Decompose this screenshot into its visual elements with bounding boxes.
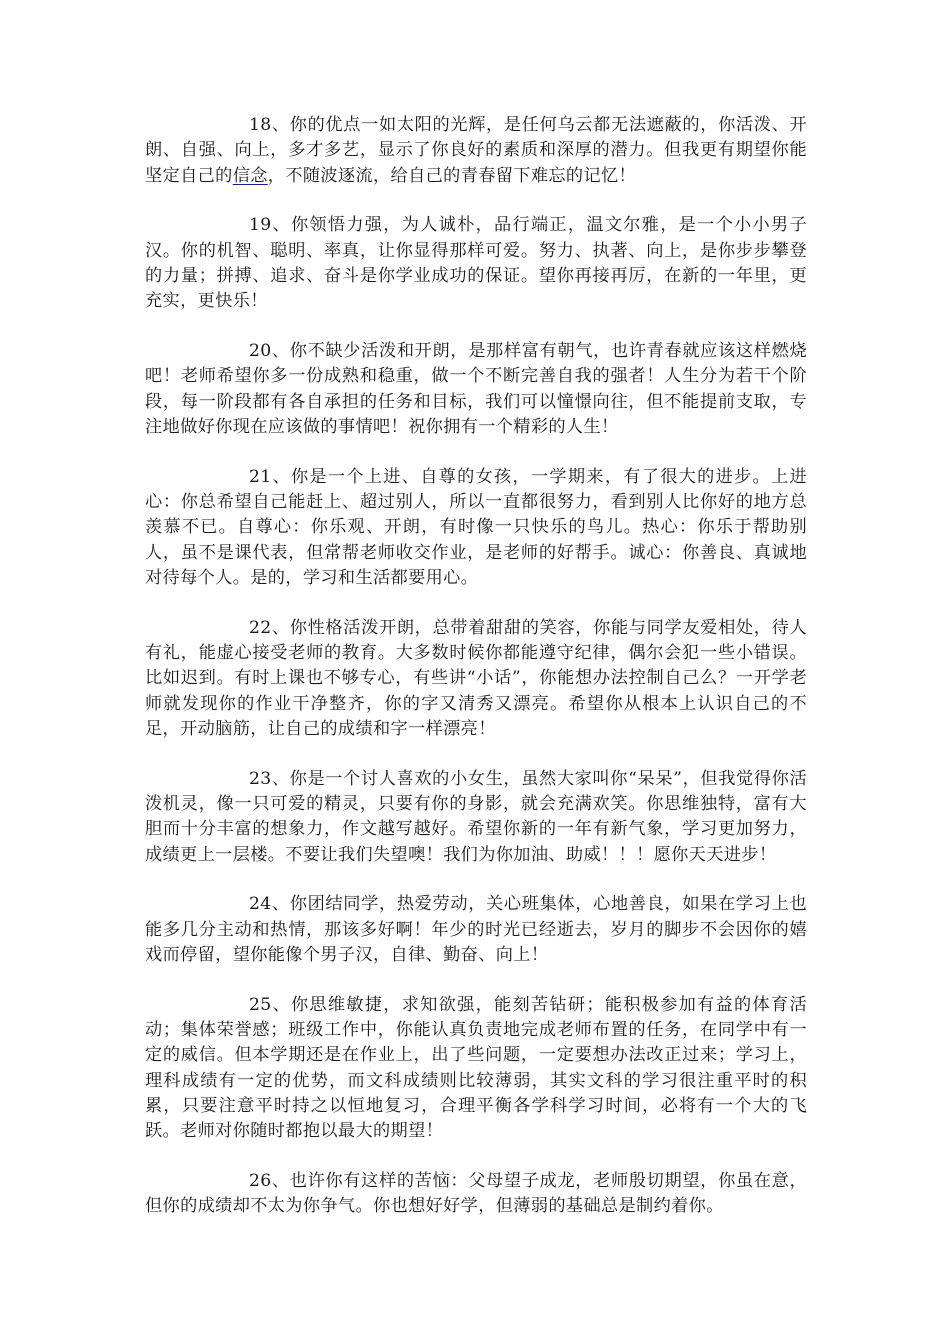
comment-paragraph-25: 25、你思维敏捷，求知欲强，能刻苦钻研；能积极参加有益的体育活动；集体荣誉感；班级工作中，你能认真负责地完成老师布置的任务，在同学中有一定的威信。但本学期还是在作业上，出了些问题，一定要想办法改正过来；学习上，理科成绩有一定的优势，而文科成绩则比较薄弱，其实文科的学习很注重平时的积累，只要注意平时持之以恒地复习，合理平衡各学科学习时间，必将有一个大的飞跃。老师对你随时都抱以最大的期望！ (145, 994, 807, 1142)
comment-paragraph-20: 20、你不缺少活泼和开朗，是那样富有朝气，也许青春就应该这样燃烧吧！老师希望你多一份成熟和稳重，做一个不断完善自我的强者！人生分为若干个阶段，每一阶段都有各自承担的任务和目标，我们可以憧憬向往，但不能提前支取，专注地做好你现在应该做的事情吧！祝你拥有一个精彩的人生！ (145, 341, 807, 437)
document-body (145, 113, 807, 1244)
comment-paragraph-21: 21、你是一个上进、自尊的女孩，一学期来，有了很大的进步。上进心：你总希望自己能赶上、超过别人，所以一直都很努力，看到别人比你好的地方总羡慕不已。自尊心：你乐观、开朗，有时像一只快乐的鸟儿。热心：你乐于帮助别人，虽不是课代表，但常帮老师收交作业，是老师的好帮手。诚心：你善良、真诚地对待每个人。是的，学习和生活都要用心。 (145, 466, 807, 588)
comment-paragraph-26: 26、也许你有这样的苦恼：父母望子成龙，老师殷切期望，你虽在意，但你的成绩却不太为你争气。你也想好好学，但薄弱的基础总是制约着你。 (145, 1171, 807, 1217)
comment-paragraph-22: 22、你性格活泼开朗，总带着甜甜的笑容，你能与同学友爱相处，待人有礼，能虚心接受老师的教育。大多数时候你都能遵守纪律，偶尔会犯一些小错误。比如迟到。有时上课也不够专心，有些讲“小话”，你能想办法控制自己么？一开学老师就发现你的作业干净整齐，你的字又清秀又漂亮。希望你从根本上认识自己的不足，开动脑筋，让自己的成绩和字一样漂亮！ (145, 617, 807, 739)
paragraph-text: ，不随波逐流，给自己的青春留下难忘的记忆！ (267, 165, 637, 186)
comment-paragraph-19: 19、你领悟力强，为人诚朴，品行端正，温文尔雅，是一个小小男子汉。你的机智、聪明、率真，让你显得那样可爱。努力、执著、向上，是你步步攀登的力量；拼搏、追求、奋斗是你学业成功的保证。望你再接再厉，在新的一年里，更充实，更快乐！ (145, 215, 807, 312)
comment-paragraph-18 (145, 113, 807, 189)
comment-paragraph-23: 23、你是一个讨人喜欢的小女生，虽然大家叫你“呆呆”，但我觉得你活泼机灵，像一只可爱的精灵，只要有你的身影，就会充满欢笑。你思维独特，富有大胆而十分丰富的想象力，作文越写越好。希望你新的一年有新气象，学习更加努力，成绩更上一层楼。不要让我们失望噢！我们为你加油、助威！！！愿你天天进步！ (145, 768, 807, 865)
comment-paragraph-24: 24、你团结同学，热爱劳动，关心班集体，心地善良，如果在学习上也能多几分主动和热情，那该多好啊！年少的时光已经逝去，岁月的脚步不会因你的嬉戏而停留，望你能像个男子汉，自律、勤奋、向上！ (145, 894, 807, 966)
hyperlink-xinnian[interactable]: 信念 (232, 165, 268, 186)
paragraph-text: 18、你的优点一如太阳的光辉，是任何乌云都无法遮蔽的，你活泼、开朗、自强、向上，多才多艺，显示了你良好的素质和深厚的潜力。但我更有期望你能坚定自己的 (145, 115, 807, 186)
